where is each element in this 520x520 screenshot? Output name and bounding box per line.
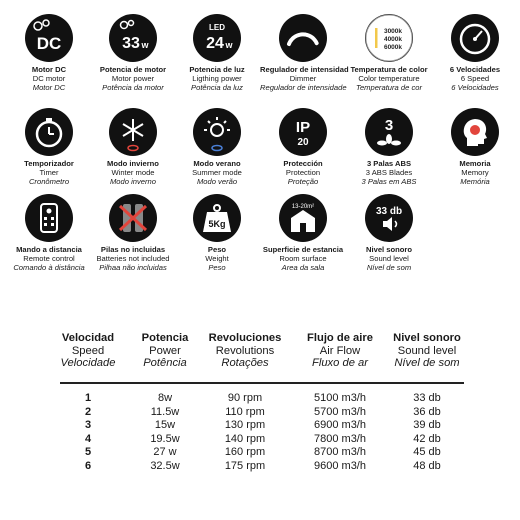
speedometer-icon: [451, 14, 499, 62]
svg-text:IP: IP: [295, 119, 311, 136]
feature-color-temperature: 3000k 4000k 6000k Temperatura de color Color temperature Temperatura de cor: [346, 14, 432, 92]
dimmer-icon: [279, 14, 327, 62]
header-revolutions: Revoluciones Revolutions Rotações: [208, 332, 282, 369]
light-power-icon: [193, 14, 241, 62]
dc-motor-icon: [25, 14, 73, 62]
feature-memory: Memoria Memory Memória: [432, 108, 518, 186]
winter-mode-icon: [109, 108, 157, 156]
feature-winter-mode: Modo invierno Winter mode Modo inverno: [90, 108, 176, 186]
svg-text:13-20m²: 13-20m²: [291, 204, 315, 210]
summer-mode-icon: [193, 108, 241, 156]
svg-text:LED: LED: [209, 23, 225, 32]
feature-batteries: Pilas no incluidas Batteries not included Pilhaa não incluidas: [90, 194, 176, 272]
header-speed: Velocidad Speed Velocidade: [60, 332, 116, 369]
feature-sound-level: 33 db Nivel sonoro Sound level Nível de som: [346, 194, 432, 272]
room-surface-icon: [279, 194, 327, 242]
table-row: 3 15w 130 rpm 6900 m3/h 39 db: [84, 419, 441, 431]
feature-light-power: LED 24 w Potencia de luz Ligthing power Potência da luz: [174, 14, 260, 92]
speed-table: [60, 332, 464, 473]
header-sound-level: Nivel sonoro Sound level Nível de som: [393, 332, 461, 369]
svg-text:w: w: [225, 40, 233, 50]
header-power: Potencia Power Potência: [141, 332, 189, 369]
table-body: [60, 392, 464, 473]
table-row: 2 11.5w 110 rpm 5700 m3/h 36 db: [84, 405, 441, 418]
feature-summer-mode: Modo verano Summer mode Modo verão: [174, 108, 260, 186]
svg-text:3: 3: [384, 117, 394, 134]
batteries-icon: [109, 194, 157, 242]
svg-text:33 db: 33 db: [375, 206, 403, 217]
feature-motor-power: 33 w Potencia de motor Motor power Potência da motor: [90, 14, 176, 92]
color-temperature-icon: [365, 14, 413, 62]
header-air-flow: Flujo de aire Air Flow Fluxo de ar: [307, 332, 373, 369]
svg-text:24: 24: [206, 35, 224, 52]
table-header: [60, 332, 464, 384]
table-row: 4 19.5w 140 rpm 7800 m3/h 42 db: [84, 432, 441, 445]
motor-power-icon: [109, 14, 157, 62]
svg-text:33: 33: [122, 35, 140, 52]
remote-control-icon: [25, 194, 73, 242]
feature-dc-motor: DC Motor DC DC motor Motor DC: [6, 14, 92, 92]
svg-text:5Kg: 5Kg: [208, 219, 226, 229]
three-blades-icon: [365, 108, 413, 156]
ip20-icon: [279, 108, 327, 156]
feature-room-surface: 13-20m² Superficie de estancia Room surface Area da sala: [260, 194, 346, 272]
table-row: 6 32.5w 175 rpm 9600 m3/h 48 db: [84, 459, 441, 472]
feature-dimmer: Regulador de intensidad Dimmer Regulador de intensidade: [260, 14, 346, 92]
svg-text:3000k: 3000k: [383, 28, 403, 35]
sound-level-icon: [365, 194, 413, 242]
table-row: 1 8w 90 rpm 5100 m3/h 33 db: [84, 392, 441, 404]
svg-text:20: 20: [297, 137, 309, 148]
feature-protection: IP 20 Protección Protection Proteção: [260, 108, 346, 186]
svg-text:DC: DC: [36, 34, 62, 53]
feature-six-speed: 6 Velocidades 6 Speed 6 Velocidades: [432, 14, 518, 92]
table-row: 5 27 w 160 rpm 8700 m3/h 45 db: [84, 446, 441, 458]
memory-icon: [451, 108, 499, 156]
feature-remote-control: Mando a distancia Remote control Comando à distância: [6, 194, 92, 272]
timer-icon: [25, 108, 73, 156]
feature-three-blades: 3 3 Palas ABS 3 ABS Blades 3 Palas em ABS: [346, 108, 432, 186]
svg-text:4000k: 4000k: [383, 36, 403, 43]
svg-text:6000k: 6000k: [383, 44, 403, 51]
weight-icon: [193, 194, 241, 242]
svg-text:w: w: [141, 40, 149, 50]
feature-timer: Temporizador Timer Cronômetro: [6, 108, 92, 186]
feature-weight: 5Kg Peso Weight Peso: [174, 194, 260, 272]
